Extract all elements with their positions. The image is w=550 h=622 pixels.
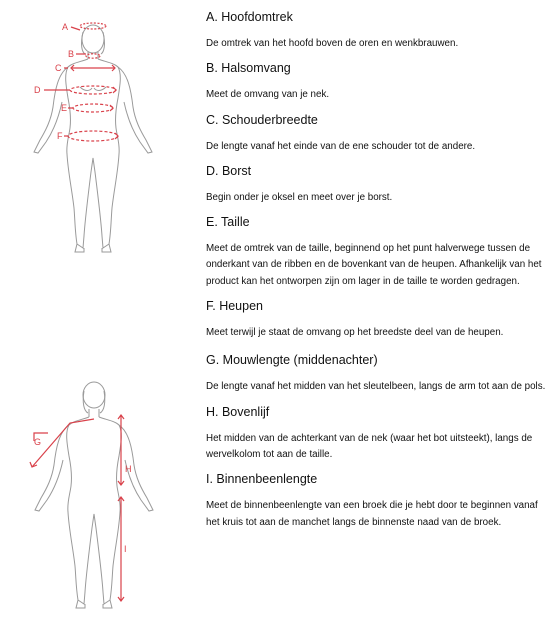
- label-i: I: [124, 544, 127, 554]
- label-d: D: [34, 85, 41, 95]
- measurement-list: [206, 8, 548, 538]
- measurement-description: Meet de binnenbeenlengte van een broek die je hebt door te beginnen vanaf het kruis tot aan de manchet langs de binnenste naad van de broek.: [206, 500, 538, 528]
- measurement-title: C. Schouderbreedte: [206, 112, 318, 127]
- measurement-title: I. Binnenbeenlengte: [206, 472, 318, 487]
- measurement-description: De omtrek van het hoofd boven de oren en wenkbrauwen.: [206, 38, 459, 49]
- measurement-waist: [206, 213, 548, 290]
- measurement-shoulder-width: [206, 111, 548, 155]
- measurement-description: Meet terwijl je staat de omvang op het breedste deel van de heupen.: [206, 327, 504, 339]
- measurement-description: Het midden van de achterkant van de nek (waar het bot uitsteekt), langs de wervelkolom tot aan de taille.: [206, 432, 533, 460]
- label-b: B: [68, 49, 75, 59]
- measurement-sleeve-length: [206, 351, 548, 395]
- measurement-inseam: [206, 470, 548, 531]
- measurement-description: De lengte vanaf het einde van de ene schouder tot de andere.: [206, 140, 476, 152]
- measurement-title: E. Taille: [206, 215, 250, 230]
- label-e: E: [61, 103, 68, 113]
- label-c: C: [55, 63, 62, 73]
- measurement-title: B. Halsomvang: [206, 61, 291, 76]
- measurement-upper-body: [206, 403, 548, 464]
- measurement-neck: [206, 59, 548, 103]
- measurement-title: H. Bovenlijf: [206, 404, 270, 419]
- measurement-head-circumference: [206, 8, 548, 52]
- measurement-description: Meet de omvang van je nek.: [206, 89, 330, 101]
- front-body-diagram: [0, 12, 195, 262]
- label-h: H: [125, 464, 132, 474]
- measurement-title: D. Borst: [206, 163, 252, 178]
- measurement-description: Begin onder je oksel en meet over je borst.: [206, 191, 393, 203]
- back-body-diagram: [0, 375, 195, 610]
- measurement-hips: [206, 297, 548, 341]
- front-body-figure: [0, 12, 195, 262]
- measurement-title: G. Mouwlengte (middenachter): [206, 353, 378, 368]
- back-body-figure: [0, 375, 195, 610]
- measurement-description: De lengte vanaf het midden van het sleutelbeen, langs de arm tot aan de pols.: [206, 381, 546, 393]
- label-a: A: [62, 22, 69, 32]
- measurement-title: A. Hoofdomtrek: [206, 10, 293, 24]
- measurement-title: F. Heupen: [206, 299, 263, 314]
- label-f: F: [57, 131, 63, 141]
- measurement-description: Meet de omtrek van de taille, beginnend op het punt halverwege tussen de onderkant van de ribben en de bovenkant van de heupen. Afhankelijk van het product kan het ontworpen zijn om lager in de taille te worden gedragen.: [206, 243, 542, 287]
- label-g: G: [34, 437, 42, 447]
- measurement-chest: [206, 162, 548, 206]
